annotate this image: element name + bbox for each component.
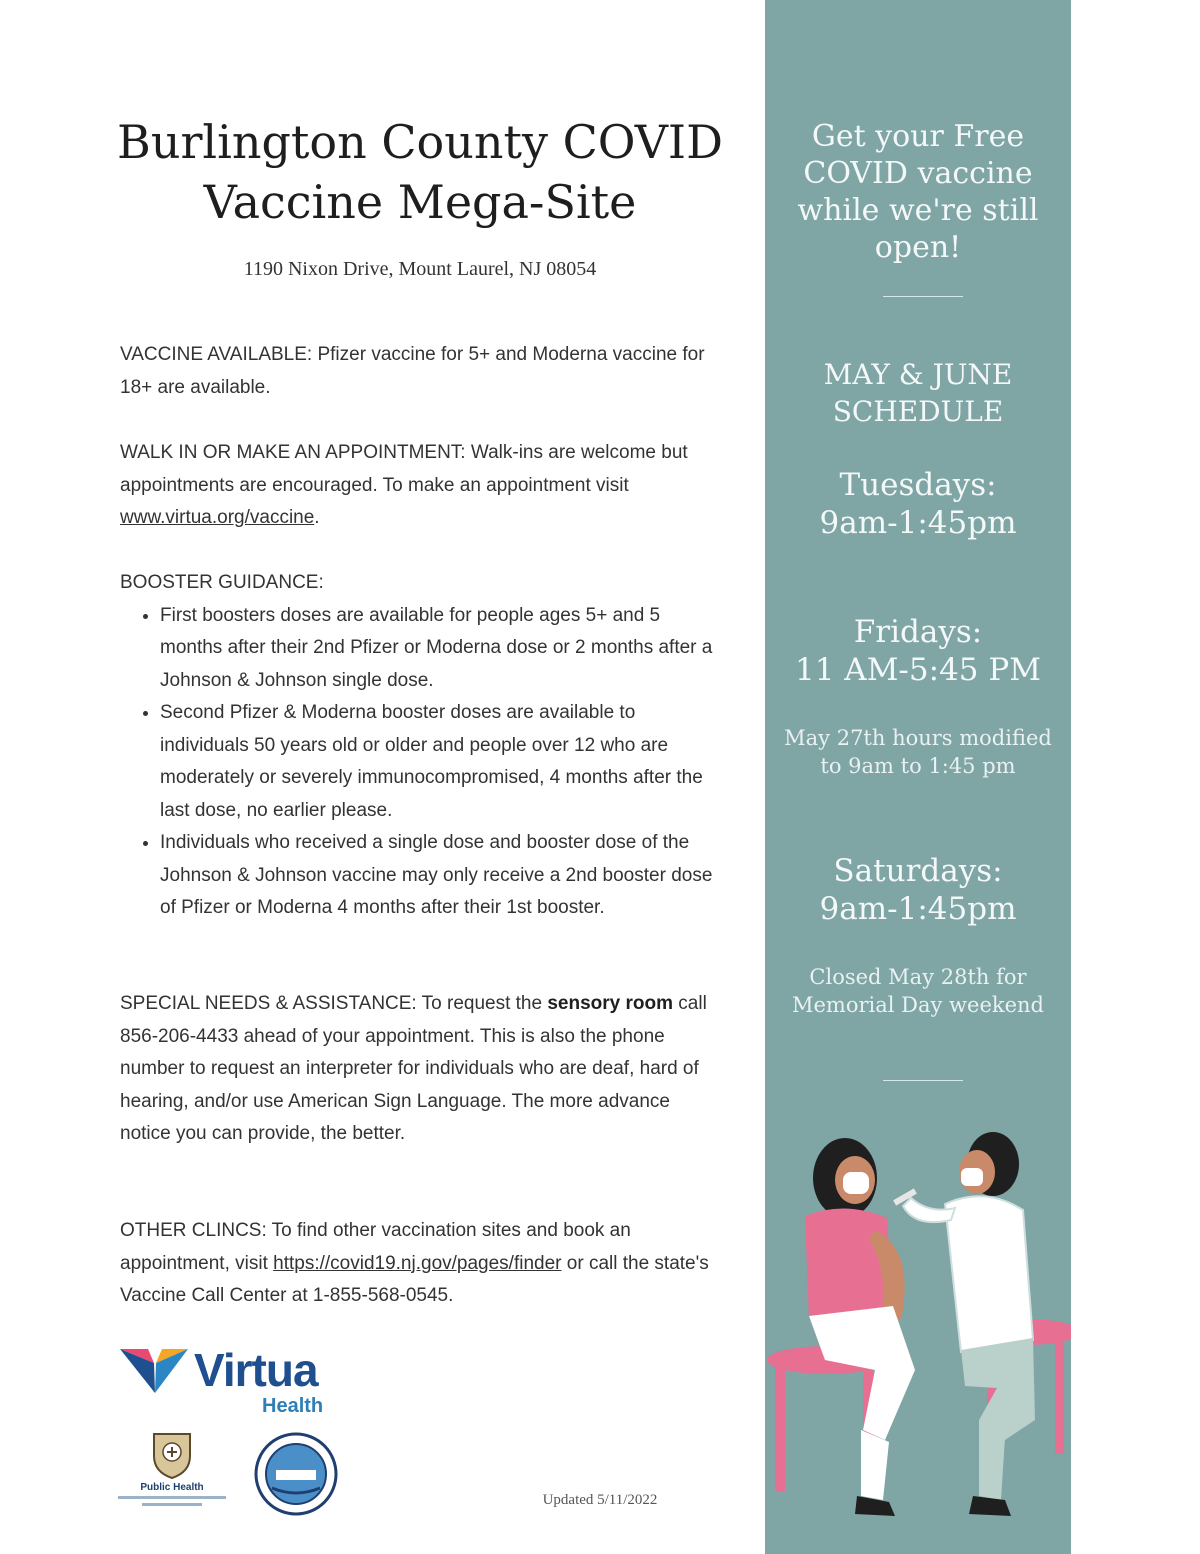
walk-in-after: . <box>314 507 320 528</box>
booster-item: • Individuals who received a single dose and booster dose of the Johnson & Johnson vaccine may only receive a 2nd booster dose of Pfizer or Moderna 4 months after their 1st booster. <box>160 827 720 925</box>
sensory-room-label: sensory room <box>547 993 673 1014</box>
schedule-sidebar <box>765 0 1071 1554</box>
schedule-title-line: MAY & JUNE <box>823 358 1013 391</box>
title-line-1: Burlington County COVID <box>117 115 723 169</box>
walk-in-heading: WALK IN OR MAKE AN APPOINTMENT: <box>120 442 466 463</box>
public-health-shield-icon <box>112 1430 232 1480</box>
vaccine-available-text: Pfizer vaccine for 5+ and Moderna vaccine for 18+ are available. <box>120 344 705 398</box>
booster-item: • First boosters doses are available for people ages 5+ and 5 months after their 2nd Pfizer or Moderna dose or 2 months after a Johnson & Johnson single dose. <box>160 600 720 698</box>
public-health-label: Public Health <box>140 1482 204 1493</box>
section-special-needs <box>120 988 720 1151</box>
virtua-word: Virtua <box>194 1344 318 1396</box>
headline-line: while we're still <box>797 193 1039 228</box>
day-hours: 11 AM-5:45 PM <box>795 652 1041 688</box>
saturday-note <box>765 963 1071 1019</box>
other-clinics-after: or call the state's Vaccine Call Center at 1-855-568-0545. <box>120 1252 709 1306</box>
note-line: May 27th hours modified <box>784 726 1052 750</box>
schedule-friday <box>765 613 1071 689</box>
virtua-vaccine-link[interactable]: www.virtua.org/vaccine <box>120 507 315 528</box>
sidebar-divider <box>883 296 963 297</box>
schedule-title <box>775 356 1061 430</box>
public-health-logo <box>112 1430 232 1510</box>
sidebar-divider <box>883 1080 963 1081</box>
walk-in-text: Walk-ins are welcome but appointments are encouraged. To make an appointment visit <box>120 442 688 496</box>
flyer-title <box>60 112 780 232</box>
other-clinics-text: To find other vaccination sites and book an appointment, visit <box>120 1220 631 1274</box>
nj-finder-link[interactable]: https://covid19.nj.gov/pages/finder <box>273 1252 562 1274</box>
special-needs-text-2: call 856-206-4433 ahead of your appointment. This is also the phone number to request an interpreter for individuals who are deaf, hard of hearing, and/or use American Sign Language. The more advance notice you can provide, the better. <box>120 993 707 1144</box>
schedule-saturday <box>765 852 1071 928</box>
county-seal-logo <box>254 1432 338 1516</box>
booster-heading: BOOSTER GUIDANCE: <box>120 572 324 593</box>
headline-line: Get your Free <box>811 119 1025 154</box>
note-line: to 9am to 1:45 pm <box>820 754 1016 778</box>
headline-line: COVID vaccine <box>803 156 1033 191</box>
special-needs-text-1: To request the <box>416 993 548 1014</box>
virtua-health-word: Health <box>262 1395 324 1417</box>
other-clinics-heading: OTHER CLINCS: <box>120 1220 267 1241</box>
day-hours: 9am-1:45pm <box>819 505 1017 541</box>
section-vaccine-available <box>120 339 720 404</box>
schedule-tuesday <box>765 466 1071 542</box>
day-label: Saturdays: <box>833 853 1003 889</box>
title-line-2: Vaccine Mega-Site <box>203 175 637 229</box>
booster-item: • Second Pfizer & Moderna booster doses are available to individuals 50 years old or older and people over 12 who are moderately or severely immunocompromised, 4 months after the last dose, no earlier please. <box>160 697 720 827</box>
day-label: Tuesdays: <box>839 467 997 503</box>
schedule-title-line: SCHEDULE <box>832 395 1004 428</box>
note-line: Memorial Day weekend <box>792 993 1044 1017</box>
section-booster <box>120 567 720 925</box>
virtua-health-logo <box>120 1345 350 1425</box>
sidebar-headline <box>775 118 1061 266</box>
public-health-subtext-graphic <box>112 1494 232 1514</box>
updated-date: Updated 5/11/2022 <box>542 1492 658 1508</box>
friday-note <box>765 724 1071 780</box>
note-line: Closed May 28th for <box>809 965 1027 989</box>
section-other-clinics <box>120 1215 720 1313</box>
virtua-v-icon <box>120 1345 190 1397</box>
day-hours: 9am-1:45pm <box>819 891 1017 927</box>
vaccination-illustration <box>765 1120 1071 1554</box>
headline-line: open! <box>874 230 962 265</box>
county-seal-icon <box>254 1432 338 1516</box>
section-walk-in <box>120 437 720 535</box>
day-label: Fridays: <box>853 614 983 650</box>
special-needs-heading: SPECIAL NEEDS & ASSISTANCE: <box>120 993 417 1014</box>
booster-list <box>120 600 720 925</box>
site-address: 1190 Nixon Drive, Mount Laurel, NJ 08054 <box>243 258 597 280</box>
vaccine-available-heading: VACCINE AVAILABLE: <box>120 344 313 365</box>
